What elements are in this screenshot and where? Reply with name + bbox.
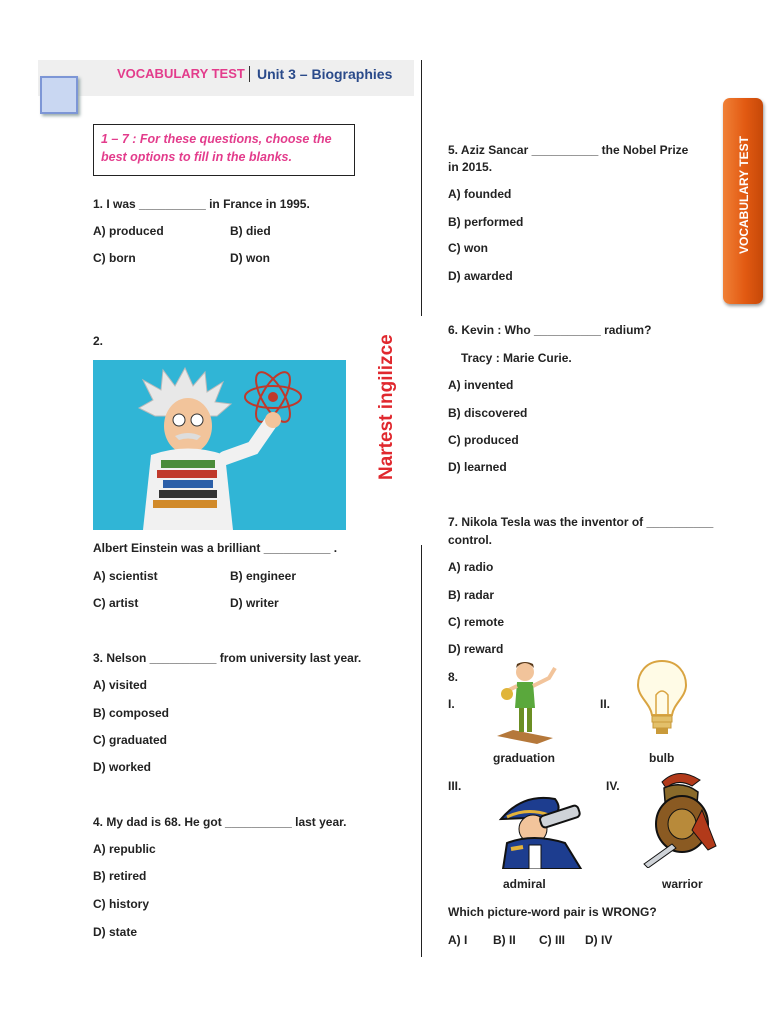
q4-option-a[interactable]: A) republic xyxy=(93,842,156,856)
q5-stem-line2: in 2015. xyxy=(448,160,493,174)
q2-number: 2. xyxy=(93,334,104,348)
q1-option-c[interactable]: C) born xyxy=(93,251,136,265)
q2-option-c[interactable]: C) artist xyxy=(93,596,139,610)
q4-option-c[interactable]: C) history xyxy=(93,897,150,911)
header-title: VOCABULARY TEST xyxy=(117,66,245,81)
q8-word-3: admiral xyxy=(503,877,546,891)
q3-option-b[interactable]: B) composed xyxy=(93,706,170,720)
q8-question: Which picture-word pair is WRONG? xyxy=(448,905,657,919)
q8-roman-4: IV. xyxy=(606,779,620,793)
q7-option-d[interactable]: D) reward xyxy=(448,642,504,656)
light-bulb-picture xyxy=(636,659,688,737)
q7-option-b[interactable]: B) radar xyxy=(448,588,495,602)
header-unit: Unit 3 – Biographies xyxy=(257,66,393,82)
winner-boy-picture xyxy=(493,658,558,744)
q1-stem: 1. I was __________ in France in 1995. xyxy=(93,197,310,211)
q6-option-d[interactable]: D) learned xyxy=(448,460,507,474)
q8-roman-3: III. xyxy=(448,779,462,793)
einstein-illustration xyxy=(93,360,346,530)
q4-option-d[interactable]: D) state xyxy=(93,925,138,939)
q4-stem: 4. My dad is 68. He got __________ last year. xyxy=(93,815,347,829)
q7-stem-line1: 7. Nikola Tesla was the inventor of __________ xyxy=(448,515,714,529)
q4-option-b[interactable]: B) retired xyxy=(93,869,147,883)
q2-option-a[interactable]: A) scientist xyxy=(93,569,158,583)
q8-option-b[interactable]: B) II xyxy=(493,933,516,947)
q5-stem-line1: 5. Aziz Sancar __________ the Nobel Prize xyxy=(448,143,689,157)
q2-option-b[interactable]: B) engineer xyxy=(230,569,297,583)
header-separator xyxy=(249,66,250,82)
q8-option-c[interactable]: C) III xyxy=(539,933,565,947)
q8-option-d[interactable]: D) IV xyxy=(585,933,613,947)
column-divider xyxy=(421,545,422,957)
note-icon xyxy=(40,76,78,114)
q3-option-c[interactable]: C) graduated xyxy=(93,733,168,747)
q8-option-a[interactable]: A) I xyxy=(448,933,468,947)
instructions-text: 1 – 7 : For these questions, choose the best options to fill in the blanks. xyxy=(101,132,332,164)
q2-stem: Albert Einstein was a brilliant __________ . xyxy=(93,541,338,555)
q1-option-d[interactable]: D) won xyxy=(230,251,270,265)
column-divider xyxy=(421,60,422,316)
q6-option-b[interactable]: B) discovered xyxy=(448,406,528,420)
warrior-picture xyxy=(642,770,720,868)
q7-option-c[interactable]: C) remote xyxy=(448,615,505,629)
admiral-picture xyxy=(493,787,589,869)
q8-roman-1: I. xyxy=(448,697,455,711)
q2-option-d[interactable]: D) writer xyxy=(230,596,279,610)
q8-roman-2: II. xyxy=(600,697,611,711)
side-brand: Nartest ingilizce xyxy=(376,334,397,480)
q8-word-4: warrior xyxy=(662,877,703,891)
q3-option-d[interactable]: D) worked xyxy=(93,760,152,774)
q8-word-1: graduation xyxy=(493,751,555,765)
q6-stem: 6. Kevin : Who __________ radium? xyxy=(448,323,652,337)
q3-option-a[interactable]: A) visited xyxy=(93,678,148,692)
q5-option-b[interactable]: B) performed xyxy=(448,215,524,229)
q3-stem: 3. Nelson __________ from university last year. xyxy=(93,651,362,665)
q7-option-a[interactable]: A) radio xyxy=(448,560,494,574)
q5-option-d[interactable]: D) awarded xyxy=(448,269,513,283)
q5-option-c[interactable]: C) won xyxy=(448,241,488,255)
side-tab-label: VOCABULARY TEST xyxy=(737,135,751,254)
q5-option-a[interactable]: A) founded xyxy=(448,187,512,201)
q1-option-a[interactable]: A) produced xyxy=(93,224,164,238)
q8-number: 8. xyxy=(448,670,459,684)
q6-option-c[interactable]: C) produced xyxy=(448,433,519,447)
q8-word-2: bulb xyxy=(649,751,675,765)
q7-stem-line2: control. xyxy=(448,533,492,547)
q6-option-a[interactable]: A) invented xyxy=(448,378,514,392)
q6-reply: Tracy : Marie Curie. xyxy=(461,351,572,365)
q1-option-b[interactable]: B) died xyxy=(230,224,271,238)
